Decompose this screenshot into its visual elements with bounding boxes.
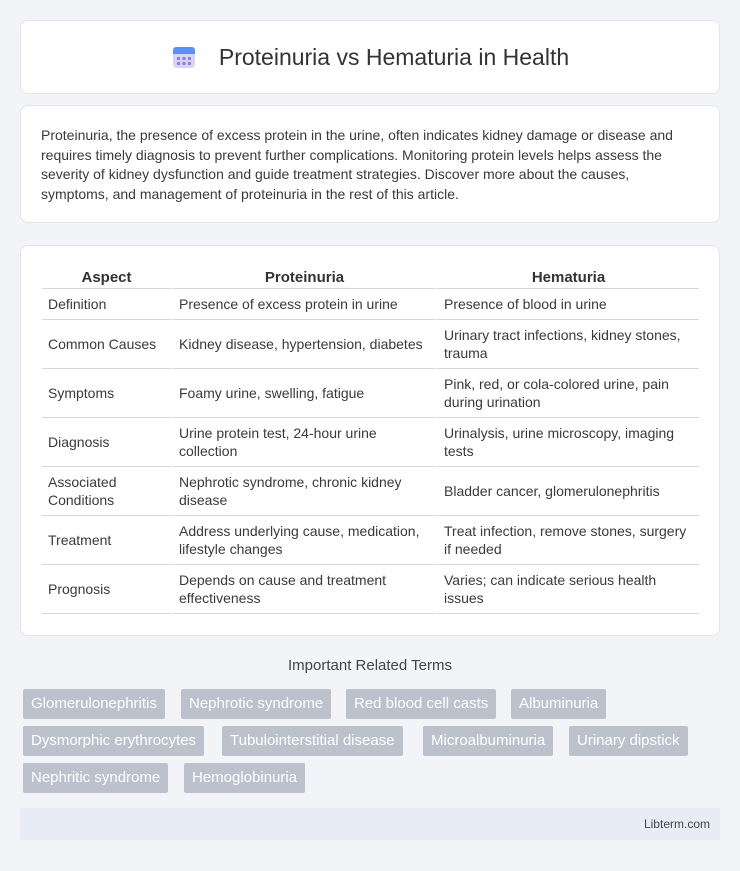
proteinuria-cell: Foamy urine, swelling, fatigue: [171, 369, 436, 418]
tag-dysmorphic-erythrocytes[interactable]: Dysmorphic erythrocytes: [23, 726, 204, 756]
hematuria-cell: Varies; can indicate serious health issues: [436, 565, 699, 614]
intro-card: [20, 105, 720, 223]
aspect-cell: Prognosis: [42, 565, 171, 614]
tag-nephritic-syndrome[interactable]: Nephritic syndrome: [23, 763, 168, 793]
aspect-cell: Diagnosis: [42, 418, 171, 467]
proteinuria-cell: Urine protein test, 24-hour urine collection: [171, 418, 436, 467]
proteinuria-cell: Address underlying cause, medication, lifestyle changes: [171, 516, 436, 565]
aspect-cell: Common Causes: [42, 320, 171, 369]
tag-nephrotic-syndrome[interactable]: Nephrotic syndrome: [181, 689, 331, 719]
comparison-table-card: [20, 245, 720, 636]
aspect-cell: Symptoms: [42, 369, 171, 418]
tag-red-blood-cell-casts[interactable]: Red blood cell casts: [346, 689, 496, 719]
proteinuria-cell: Nephrotic syndrome, chronic kidney disease: [171, 467, 436, 516]
table-row: [42, 418, 699, 467]
aspect-cell: Associated Conditions: [42, 467, 171, 516]
tag-glomerulonephritis[interactable]: Glomerulonephritis: [23, 689, 165, 719]
tag-urinary-dipstick[interactable]: Urinary dipstick: [569, 726, 688, 756]
table-row: [42, 320, 699, 369]
hematuria-cell: Urinalysis, urine microscopy, imaging tests: [436, 418, 699, 467]
hematuria-cell: Pink, red, or cola-colored urine, pain during urination: [436, 369, 699, 418]
tag-albuminuria[interactable]: Albuminuria: [511, 689, 606, 719]
intro-text: Proteinuria, the presence of excess protein in the urine, often indicates kidney damage or disease and requires timely diagnosis to prevent further complications. Monitoring protein levels helps assess the severity of kidney dysfunction and guide treatment strategies. Discover more about the causes, symptoms, and management of proteinuria in the rest of this article.: [41, 127, 673, 202]
footer-site-link[interactable]: Libterm.com: [643, 817, 710, 831]
column-header-hematuria: Hematuria: [436, 264, 699, 289]
table-row: [42, 369, 699, 418]
proteinuria-cell: Presence of excess protein in urine: [171, 289, 436, 320]
calendar-icon: [171, 44, 197, 70]
table-row: [42, 516, 699, 565]
column-header-proteinuria: Proteinuria: [171, 264, 436, 289]
hematuria-cell: Urinary tract infections, kidney stones, trauma: [436, 320, 699, 369]
hematuria-cell: Bladder cancer, glomerulonephritis: [436, 467, 699, 516]
tag-tubulointerstitial-disease[interactable]: Tubulointerstitial disease: [222, 726, 403, 756]
tag-microalbuminuria[interactable]: Microalbuminuria: [423, 726, 553, 756]
comparison-table: [42, 264, 699, 614]
table-row: [42, 289, 699, 320]
column-header-aspect: Aspect: [42, 264, 171, 289]
proteinuria-cell: Kidney disease, hypertension, diabetes: [171, 320, 436, 369]
aspect-cell: Definition: [42, 289, 171, 320]
table-row: [42, 565, 699, 614]
table-row: [42, 467, 699, 516]
footer: [20, 808, 720, 840]
page-title: Proteinuria vs Hematuria in Health: [218, 43, 570, 70]
related-terms-title: Important Related Terms: [288, 657, 452, 674]
proteinuria-cell: Depends on cause and treatment effectiveness: [171, 565, 436, 614]
hematuria-cell: Presence of blood in urine: [436, 289, 699, 320]
tag-hemoglobinuria[interactable]: Hemoglobinuria: [184, 763, 305, 793]
header-card: [20, 20, 720, 94]
hematuria-cell: Treat infection, remove stones, surgery if needed: [436, 516, 699, 565]
aspect-cell: Treatment: [42, 516, 171, 565]
table-header-row: [42, 264, 699, 289]
